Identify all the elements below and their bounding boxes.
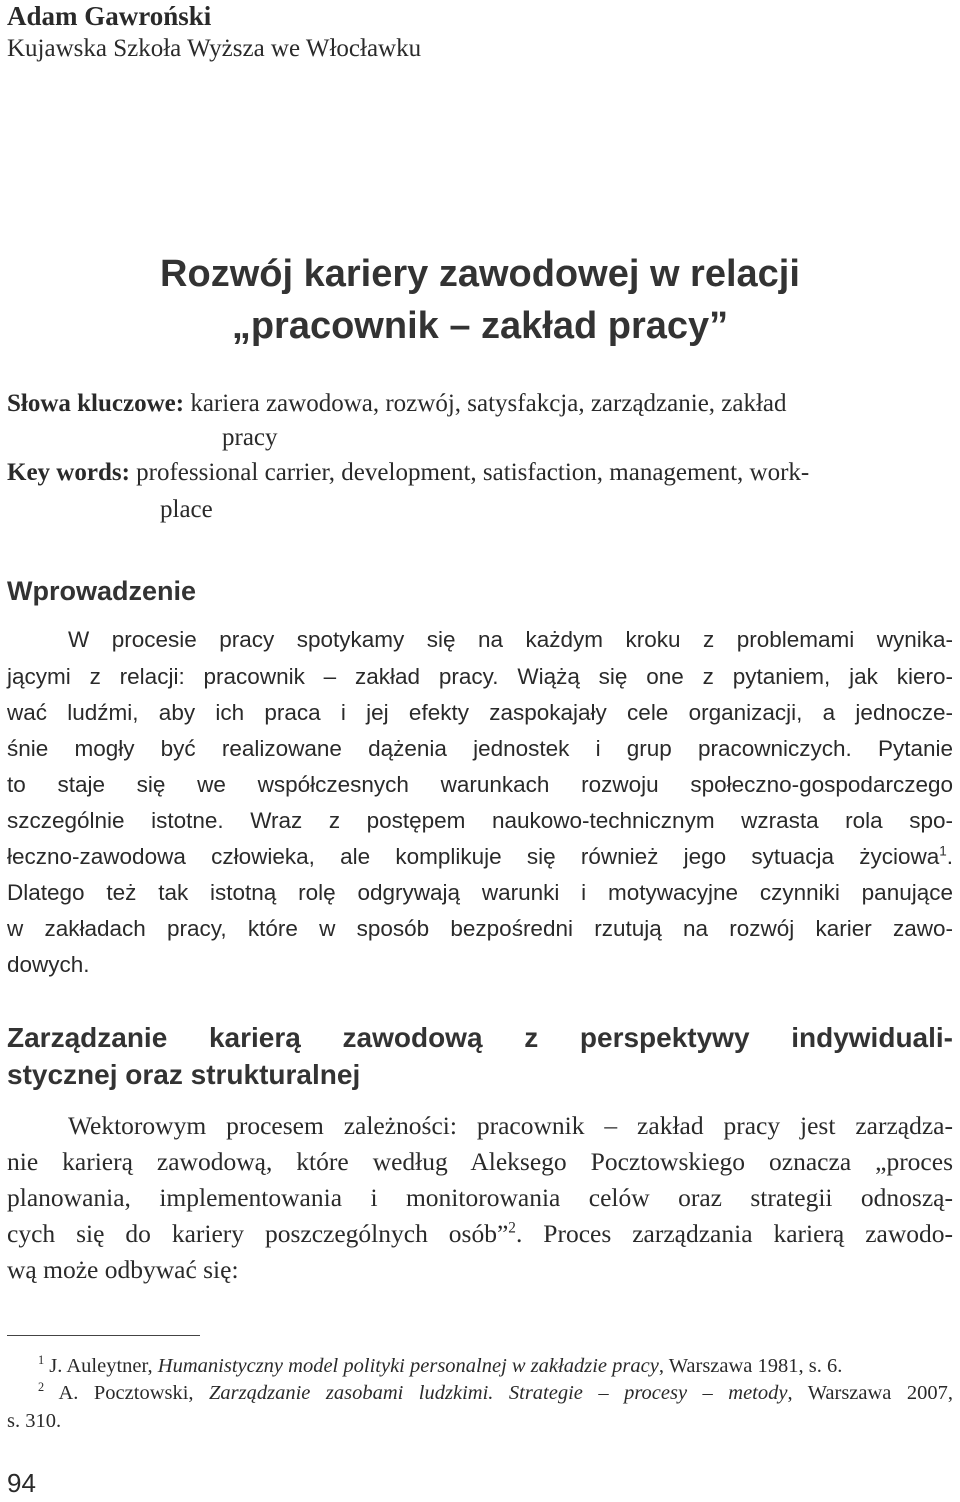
intro-line: dowych.	[7, 952, 90, 977]
footnote-2-number: 2	[38, 1380, 45, 1395]
footnote-1	[38, 1351, 953, 1381]
keywords-en	[7, 455, 809, 491]
footnote-divider	[7, 1335, 200, 1336]
keywords-en-label: Key words:	[7, 459, 130, 486]
intro-line: jącymi z relacji: pracownik – zakład pracy. Wiążą się one z pytaniem, jak kiero-	[7, 664, 953, 689]
article-title-line-2: „pracownik – zakład pracy”	[231, 305, 729, 347]
footnote-1-rest: , Warszawa 1981, s. 6.	[658, 1355, 843, 1377]
affiliation: Kujawska Szkoła Wyższa we Włocławku	[7, 35, 422, 62]
footnote-2	[38, 1378, 953, 1408]
intro-line-suffix: .	[946, 844, 953, 869]
page-number: 94	[7, 1468, 36, 1498]
intro-line: W procesie pracy spotykamy się na każdym kroku z problemami wynika-	[68, 627, 953, 652]
intro-line	[7, 839, 953, 875]
career-line: wą może odbywać się:	[7, 1255, 239, 1284]
footnote-1-number: 1	[38, 1353, 45, 1368]
section-heading-intro: Wprowadzenie	[7, 576, 197, 606]
footnote-2-title: Zarządzanie zasobami ludzkimi. Strategie – procesy – metody	[209, 1382, 788, 1404]
footnote-2-continued: s. 310.	[7, 1410, 62, 1432]
intro-line: to staje się we współczesnych warunkach rozwoju społeczno-gospodarczego	[7, 772, 953, 797]
keywords-pl	[7, 386, 787, 422]
career-line: planowania, implementowania i monitorowania celów oraz strategii odnoszą-	[7, 1183, 953, 1212]
career-line: Wektorowym procesem zależności: pracownik – zakład pracy jest zarządza-	[68, 1111, 953, 1140]
intro-line: szczególnie istotne. Wraz z postępem naukowo-technicznym wzrasta rola spo-	[7, 808, 953, 833]
article-title-line-1: Rozwój kariery zawodowej w relacji	[160, 253, 800, 295]
keywords-pl-continued: pracy	[222, 424, 278, 451]
keywords-en-continued: place	[160, 496, 213, 523]
career-line	[7, 1216, 953, 1252]
keywords-en-text: professional carrier, development, satisfaction, management, work-	[129, 459, 810, 486]
author-name: Adam Gawroński	[7, 1, 212, 31]
keywords-pl-label: Słowa kluczowe:	[7, 390, 185, 417]
career-line-suffix: . Proces zarządzania karierą zawodo-	[515, 1219, 953, 1248]
footnote-1-author: J. Auleytner,	[44, 1355, 158, 1377]
footnote-ref-2[interactable]: 2	[508, 1219, 516, 1237]
intro-line: wać ludźmi, aby ich praca i jej efekty zaspokajały cele organizacji, a jednocze-	[7, 700, 953, 725]
footnote-2-rest: , Warszawa 2007,	[787, 1382, 954, 1404]
intro-line: śnie mogły być realizowane dążenia jednostek i grup pracowniczych. Pytanie	[7, 736, 953, 761]
career-line-text: cych się do kariery poszczególnych osób”	[7, 1219, 509, 1248]
footnote-ref-1[interactable]: 1	[939, 843, 947, 859]
intro-line: w zakładach pracy, które w sposób bezpośredni rzutują na rozwój karier zawo-	[7, 916, 953, 941]
section-heading-career-line-1: Zarządzanie karierą zawodową z perspektywy indywiduali-	[7, 1022, 953, 1053]
footnote-2-author: A. Pocztowski,	[44, 1382, 210, 1404]
intro-line-text: łeczno-zawodowa człowieka, ale komplikuje się również jego sytuacja życiowa	[7, 844, 940, 869]
footnote-1-title: Humanistyczny model polityki personalnej w zakładzie pracy	[157, 1355, 659, 1377]
section-heading-career-line-2: stycznej oraz strukturalnej	[7, 1059, 361, 1090]
intro-line: Dlatego też tak istotną rolę odgrywają warunki i motywacyjne czynniki panujące	[7, 880, 953, 905]
keywords-pl-text: kariera zawodowa, rozwój, satysfakcja, zarządzanie, zakład	[184, 390, 787, 417]
career-line: nie karierą zawodową, które według Aleksego Pocztowskiego oznacza „proces	[7, 1147, 953, 1176]
